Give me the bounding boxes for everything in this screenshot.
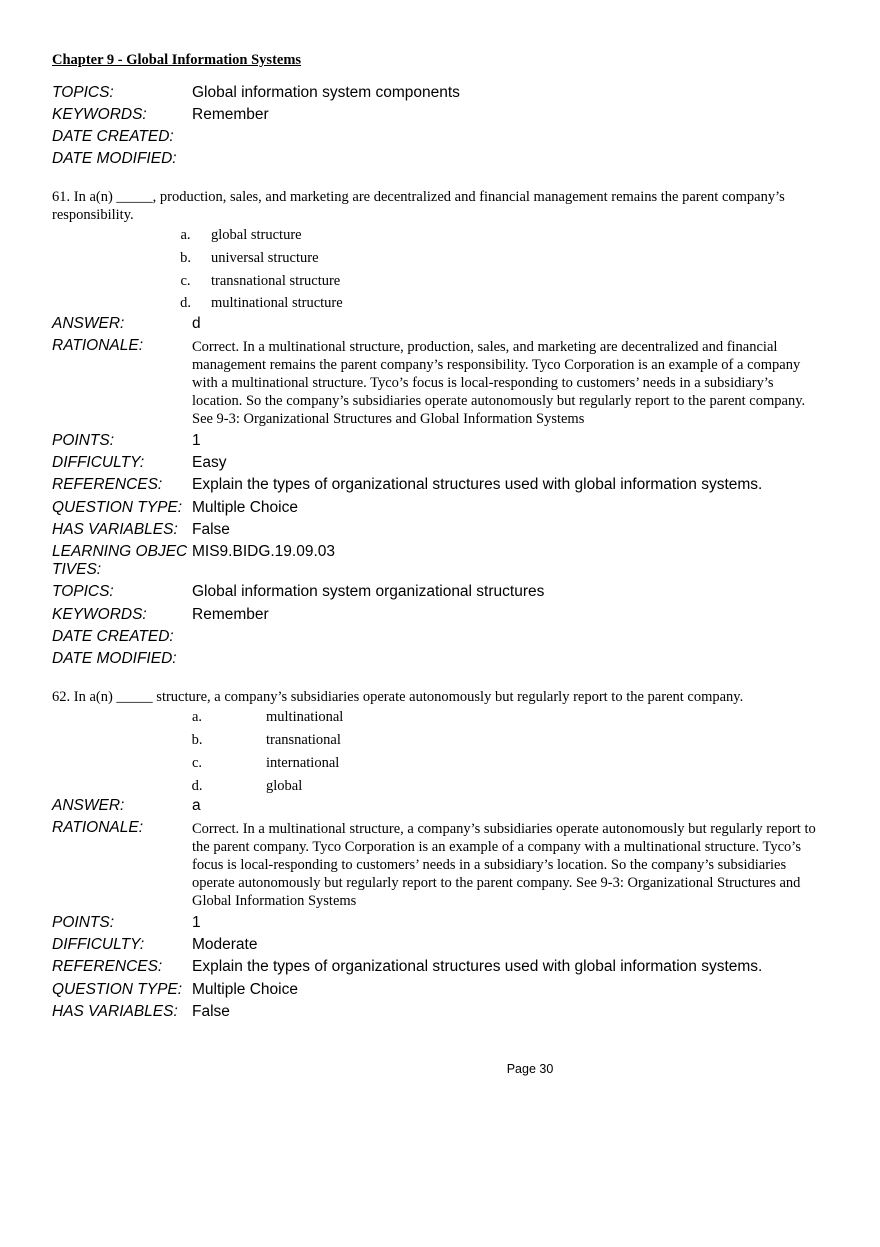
header-meta	[52, 84, 822, 172]
answer-row	[52, 315, 822, 337]
references-value: Explain the types of organizational structures used with global information systems.	[192, 958, 763, 976]
choice-item	[177, 752, 822, 775]
meta-date-modified	[52, 150, 822, 172]
rationale-row	[52, 337, 822, 428]
meta-label: KEYWORDS:	[52, 606, 147, 624]
meta-label: TOPICS:	[52, 583, 114, 601]
meta-label: TOPICS:	[52, 84, 114, 101]
choice-letter: c.	[180, 272, 191, 289]
choice-text: multinational structure	[211, 295, 343, 312]
references-row	[52, 958, 822, 981]
date-created-row	[52, 628, 822, 650]
has-variables-row	[52, 1003, 822, 1025]
meta-label: HAS VARIABLES:	[52, 1003, 178, 1021]
meta-topics	[52, 84, 822, 106]
meta-label: RATIONALE:	[52, 337, 144, 355]
meta-label: HAS VARIABLES:	[52, 521, 178, 539]
meta-label: ANSWER:	[52, 315, 125, 333]
choice-list	[160, 224, 822, 315]
meta-label: DATE CREATED:	[52, 628, 174, 646]
answer-value: a	[192, 797, 201, 815]
meta-label: QUESTION TYPE:	[52, 981, 183, 999]
rationale-text: Correct. In a multinational structure, production, sales, and marketing are decentralized and financial management remains the parent company’s responsibility. Tyco Corporation is an example of a company with a multinational structure. Tyco’s focus is local-responding to customers’ needs in a subsidiary’s location. So the company’s subsidiaries operate autonomously but regularly report to the parent company. See 9-3: Organizational Structures and Global Information Systems	[192, 339, 806, 428]
meta-label: REFERENCES:	[52, 958, 163, 976]
choice-text: universal structure	[211, 249, 319, 266]
difficulty-value: Easy	[192, 454, 227, 472]
meta-value: Remember	[192, 106, 269, 123]
topics-row	[52, 583, 822, 606]
choice-item	[177, 775, 822, 798]
has-variables-value: False	[192, 521, 230, 539]
meta-value: Global information system components	[192, 84, 460, 101]
meta-label: DATE MODIFIED:	[52, 150, 177, 167]
choice-text: global	[266, 777, 303, 794]
references-row	[52, 476, 822, 499]
question-type-value: Multiple Choice	[192, 499, 298, 517]
points-row	[52, 914, 822, 936]
choice-letter: c.	[191, 754, 203, 771]
points-value: 1	[192, 914, 201, 932]
meta-label: QUESTION TYPE:	[52, 499, 183, 517]
question-type-row	[52, 499, 822, 521]
topics-value: Global information system organizational structures	[192, 583, 545, 601]
answer-value: d	[192, 315, 201, 333]
keywords-row	[52, 606, 822, 628]
question-61	[52, 188, 822, 672]
question-62	[52, 688, 822, 1025]
date-modified-row	[52, 650, 822, 672]
meta-date-created	[52, 128, 822, 150]
choice-letter: d.	[180, 295, 191, 312]
choice-item	[160, 224, 822, 247]
choice-item	[177, 706, 822, 729]
learning-objectives-value: MIS9.BIDG.19.09.03	[192, 543, 336, 561]
meta-label: DATE CREATED:	[52, 128, 174, 145]
choice-item	[160, 247, 822, 270]
question-stem: 61. In a(n) _____, production, sales, and marketing are decentralized and financial management remains the parent company’s responsibility.	[52, 189, 785, 223]
choice-letter: a.	[191, 709, 203, 726]
question-stem: 62. In a(n) _____ structure, a company’s subsidiaries operate autonomously but regularly report to the parent company.	[52, 689, 744, 706]
choice-list	[177, 706, 822, 797]
choice-text: transnational structure	[211, 272, 341, 289]
rationale-text: Correct. In a multinational structure, a company’s subsidiaries operate autonomously but regularly report to the parent company. Tyco Corporation is an example of a company with a multinational structure. Tyco’s focus is local-responding to customers’ needs in a subsidiary’s location. So the company’s subsidiaries operate autonomously but regularly report to the parent company. See 9-3: Organizational Structures and Global Information Systems	[192, 821, 816, 910]
meta-label: POINTS:	[52, 432, 115, 450]
choice-item	[160, 270, 822, 293]
choice-letter: b.	[180, 249, 191, 266]
difficulty-row	[52, 936, 822, 958]
choice-text: transnational	[266, 731, 341, 748]
has-variables-value: False	[192, 1003, 230, 1021]
meta-label: RATIONALE:	[52, 819, 144, 837]
meta-keywords	[52, 106, 822, 128]
choice-letter: a.	[180, 227, 191, 243]
question-type-row	[52, 981, 822, 1003]
document-page	[52, 52, 822, 1025]
choice-item	[160, 292, 822, 315]
meta-label: POINTS:	[52, 914, 115, 932]
chapter-title: Chapter 9 - Global Information Systems	[52, 52, 302, 68]
references-value: Explain the types of organizational structures used with global information systems.	[192, 476, 763, 494]
choice-text: multinational	[266, 709, 344, 726]
meta-label: ANSWER:	[52, 797, 125, 815]
question-type-value: Multiple Choice	[192, 981, 298, 999]
difficulty-value: Moderate	[192, 936, 258, 954]
meta-label: DIFFICULTY:	[52, 936, 145, 954]
page-number: Page 30	[506, 1062, 554, 1076]
choice-text: global structure	[211, 227, 302, 243]
meta-label: DIFFICULTY:	[52, 454, 145, 472]
rationale-row	[52, 819, 822, 910]
keywords-value: Remember	[192, 606, 269, 624]
answer-row	[52, 797, 822, 819]
meta-label: REFERENCES:	[52, 476, 163, 494]
meta-label: LEARNING OBJECTIVES:	[52, 543, 188, 579]
choice-letter: d.	[191, 777, 203, 794]
learning-objectives-row	[52, 543, 822, 583]
choice-item	[177, 729, 822, 752]
points-value: 1	[192, 432, 201, 450]
difficulty-row	[52, 454, 822, 476]
meta-label: DATE MODIFIED:	[52, 650, 177, 668]
meta-label: KEYWORDS:	[52, 106, 147, 123]
points-row	[52, 432, 822, 454]
choice-text: international	[266, 754, 340, 771]
choice-letter: b.	[191, 731, 203, 748]
has-variables-row	[52, 521, 822, 543]
